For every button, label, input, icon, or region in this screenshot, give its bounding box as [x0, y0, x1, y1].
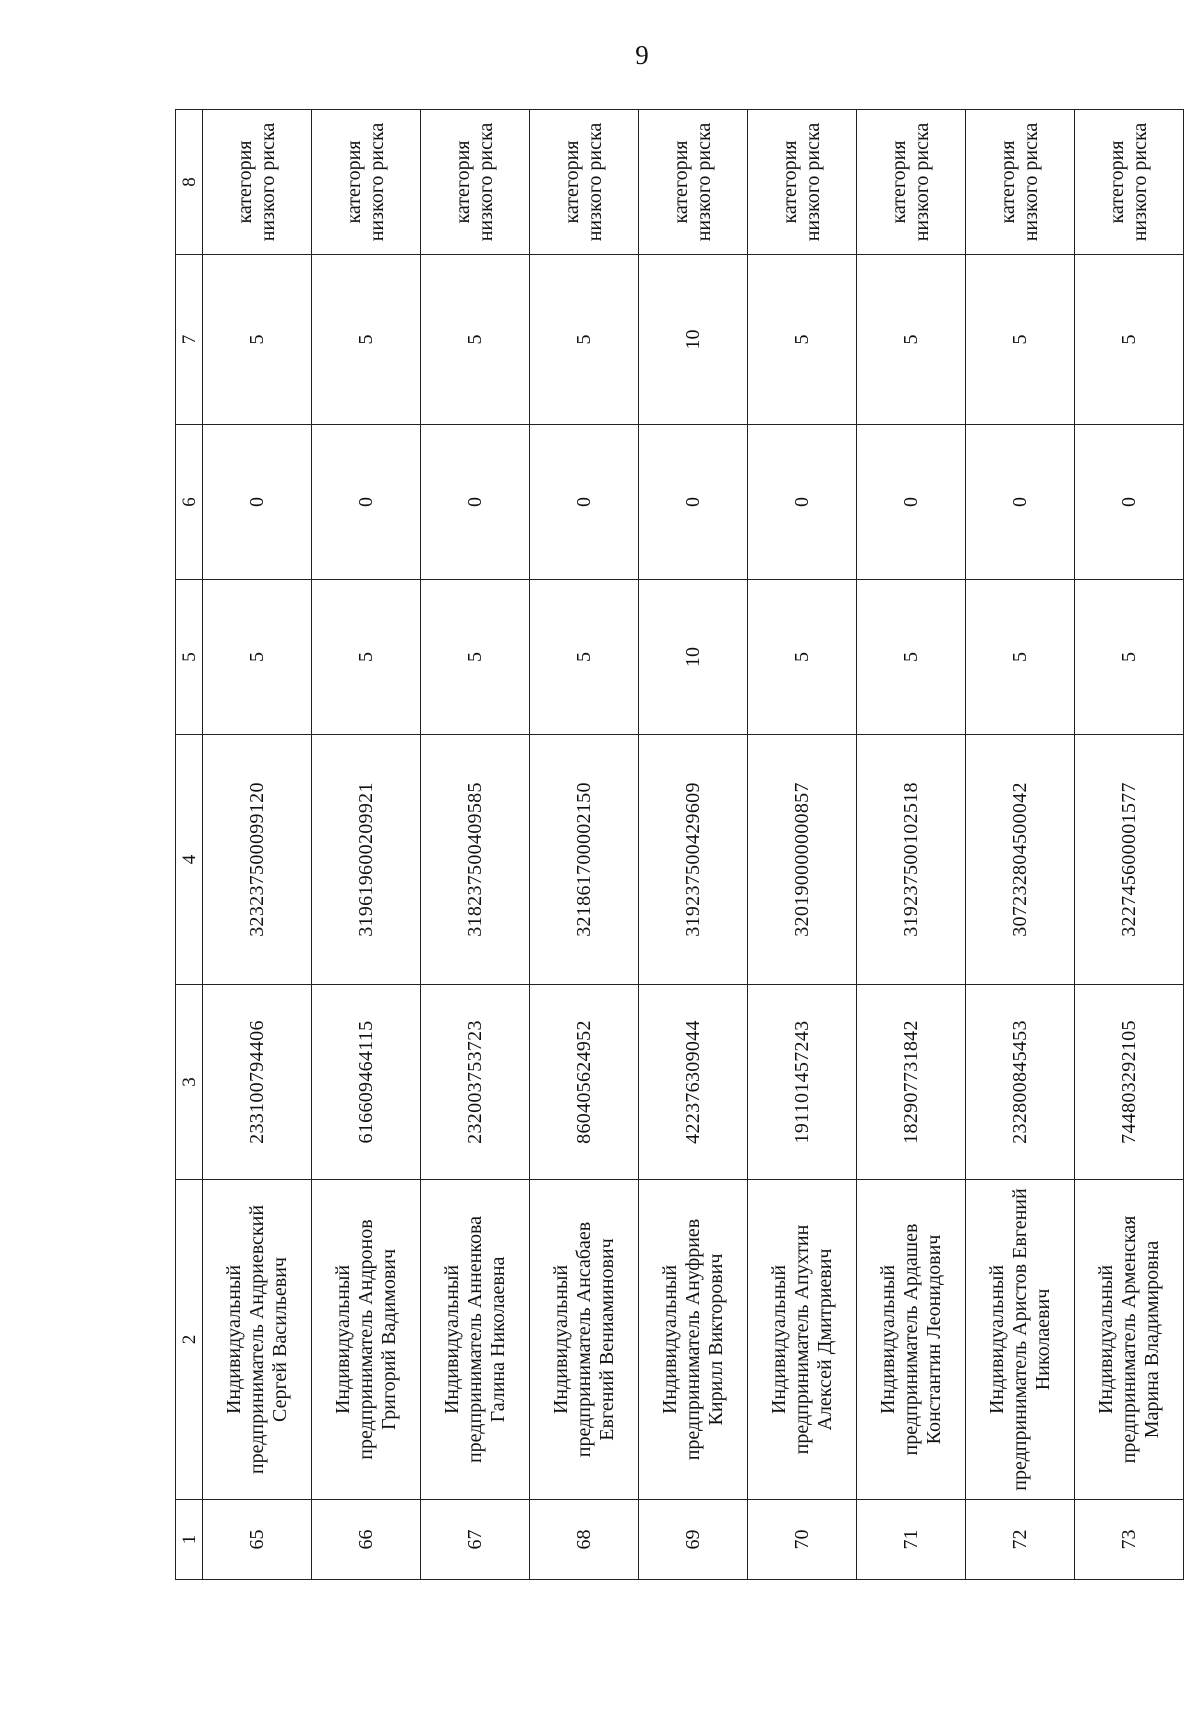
value-cell: 0	[421, 425, 530, 580]
risk-category-cell: категория низкого риска	[857, 110, 966, 255]
value-cell: 0	[312, 425, 421, 580]
value-cell: 5	[1075, 580, 1184, 735]
value-cell: 5	[966, 255, 1075, 425]
value-cell: 10	[639, 255, 748, 425]
entrepreneur-name-cell: Индивидуальный предприниматель Арменская Марина Владимировна	[1075, 1180, 1184, 1500]
column-header: 2	[176, 1180, 203, 1500]
inn-cell: 232800845453	[966, 985, 1075, 1180]
value-cell: 5	[421, 255, 530, 425]
column-header: 1	[176, 1500, 203, 1580]
value-cell: 5	[203, 580, 312, 735]
row-number-cell: 66	[312, 1500, 421, 1580]
value-cell: 5	[748, 580, 857, 735]
column-header: 5	[176, 580, 203, 735]
entrepreneur-name-cell: Индивидуальный предприниматель Ансабаев Евгений Вениаминович	[530, 1180, 639, 1500]
inn-cell: 232003753723	[421, 985, 530, 1180]
table-header-row	[176, 110, 203, 1580]
ogrnip-cell: 319619600209921	[312, 735, 421, 985]
value-cell: 5	[1075, 255, 1184, 425]
registry-table	[175, 109, 1184, 1580]
table-row	[312, 110, 421, 1580]
ogrnip-cell: 307232804500042	[966, 735, 1075, 985]
registry-table-rotated	[175, 110, 1163, 1580]
entrepreneur-name-cell: Индивидуальный предприниматель Андриевский Сергей Васильевич	[203, 1180, 312, 1500]
table-row	[639, 110, 748, 1580]
row-number-cell: 65	[203, 1500, 312, 1580]
row-number-cell: 72	[966, 1500, 1075, 1580]
ogrnip-cell: 322745600001577	[1075, 735, 1184, 985]
table-row	[748, 110, 857, 1580]
risk-category-cell: категория низкого риска	[748, 110, 857, 255]
ogrnip-cell: 323237500099120	[203, 735, 312, 985]
value-cell: 5	[312, 580, 421, 735]
row-number-cell: 67	[421, 1500, 530, 1580]
inn-cell: 744803292105	[1075, 985, 1184, 1180]
page-number: 9	[635, 40, 649, 70]
column-header: 6	[176, 425, 203, 580]
value-cell: 0	[1075, 425, 1184, 580]
value-cell: 5	[312, 255, 421, 425]
value-cell: 0	[203, 425, 312, 580]
column-header: 7	[176, 255, 203, 425]
table-row	[1075, 110, 1184, 1580]
inn-cell: 616609464115	[312, 985, 421, 1180]
row-number-cell: 73	[1075, 1500, 1184, 1580]
entrepreneur-name-cell: Индивидуальный предприниматель Андронов Григорий Вадимович	[312, 1180, 421, 1500]
column-header: 3	[176, 985, 203, 1180]
value-cell: 5	[530, 580, 639, 735]
ogrnip-cell: 320190000000857	[748, 735, 857, 985]
inn-cell: 422376309044	[639, 985, 748, 1180]
entrepreneur-name-cell: Индивидуальный предприниматель Апухтин Алексей Дмитриевич	[748, 1180, 857, 1500]
value-cell: 0	[748, 425, 857, 580]
risk-category-cell: категория низкого риска	[1075, 110, 1184, 255]
risk-category-cell: категория низкого риска	[312, 110, 421, 255]
entrepreneur-name-cell: Индивидуальный предприниматель Ардашев Константин Леонидович	[857, 1180, 966, 1500]
inn-cell: 182907731842	[857, 985, 966, 1180]
entrepreneur-name-cell: Индивидуальный предприниматель Анненкова Галина Николаевна	[421, 1180, 530, 1500]
table-row	[203, 110, 312, 1580]
value-cell: 0	[966, 425, 1075, 580]
ogrnip-cell: 318237500409585	[421, 735, 530, 985]
value-cell: 5	[857, 255, 966, 425]
row-number-cell: 69	[639, 1500, 748, 1580]
value-cell: 0	[857, 425, 966, 580]
table-row	[530, 110, 639, 1580]
table-row	[857, 110, 966, 1580]
table-row	[966, 110, 1075, 1580]
ogrnip-cell: 321861700002150	[530, 735, 639, 985]
risk-category-cell: категория низкого риска	[203, 110, 312, 255]
value-cell: 5	[748, 255, 857, 425]
table-row	[421, 110, 530, 1580]
risk-category-cell: категория низкого риска	[966, 110, 1075, 255]
column-header: 8	[176, 110, 203, 255]
row-number-cell: 70	[748, 1500, 857, 1580]
inn-cell: 860405624952	[530, 985, 639, 1180]
value-cell: 5	[857, 580, 966, 735]
ogrnip-cell: 319237500429609	[639, 735, 748, 985]
value-cell: 5	[421, 580, 530, 735]
inn-cell: 191101457243	[748, 985, 857, 1180]
risk-category-cell: категория низкого риска	[530, 110, 639, 255]
entrepreneur-name-cell: Индивидуальный предприниматель Ануфриев Кирилл Викторович	[639, 1180, 748, 1500]
registry-table-container	[175, 110, 1200, 1550]
value-cell: 5	[966, 580, 1075, 735]
value-cell: 5	[203, 255, 312, 425]
column-header: 4	[176, 735, 203, 985]
value-cell: 0	[639, 425, 748, 580]
row-number-cell: 68	[530, 1500, 639, 1580]
inn-cell: 233100794406	[203, 985, 312, 1180]
value-cell: 5	[530, 255, 639, 425]
entrepreneur-name-cell: Индивидуальный предприниматель Аристов Евгений Николаевич	[966, 1180, 1075, 1500]
value-cell: 0	[530, 425, 639, 580]
risk-category-cell: категория низкого риска	[639, 110, 748, 255]
row-number-cell: 71	[857, 1500, 966, 1580]
ogrnip-cell: 319237500102518	[857, 735, 966, 985]
risk-category-cell: категория низкого риска	[421, 110, 530, 255]
value-cell: 10	[639, 580, 748, 735]
